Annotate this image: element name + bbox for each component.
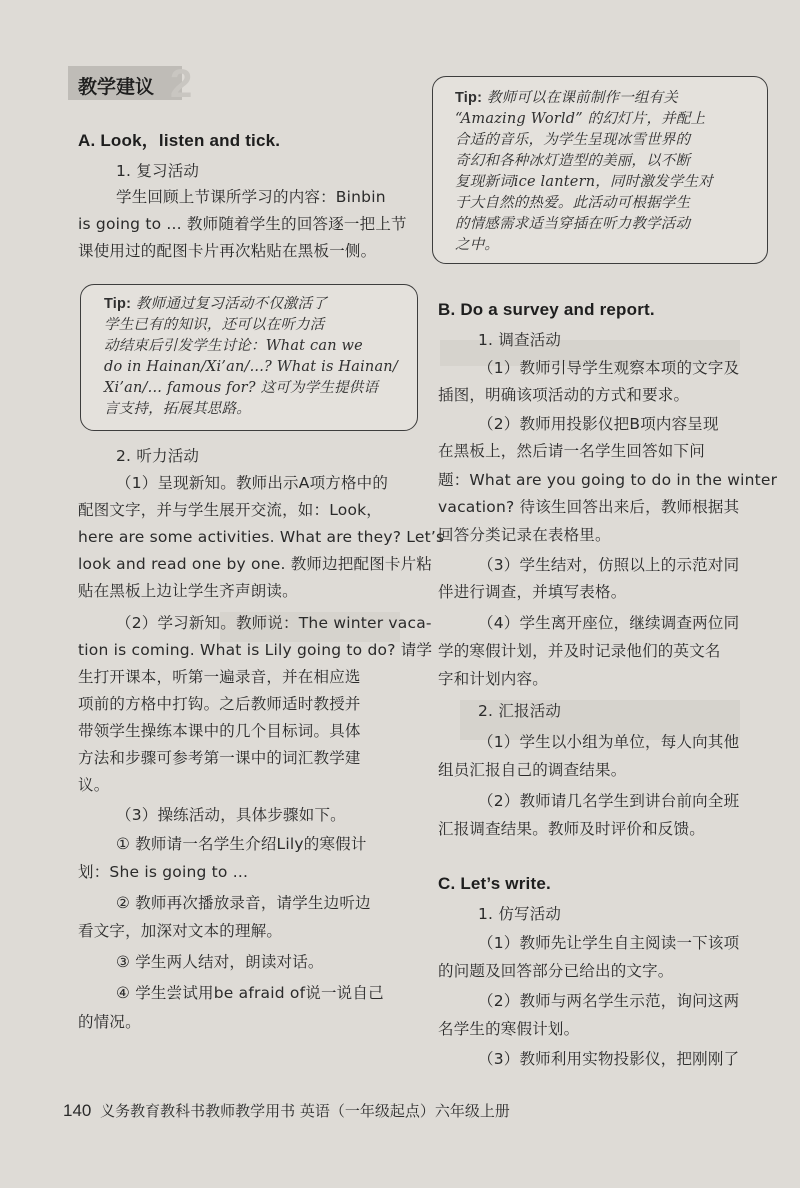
- section-b-heading: B. Do a survey and report.: [438, 300, 655, 319]
- tip-right-line: 奇幻和各种冰灯造型的美丽，以不断: [455, 153, 691, 169]
- body-line: （1）呈现新知。教师出示A项方格中的: [116, 474, 389, 492]
- body-line: 学生回顾上节课所学习的内容：Binbin: [116, 188, 386, 206]
- body-line: 组员汇报自己的调查结果。: [438, 761, 627, 779]
- body-line: （1）学生以小组为单位，每人向其他: [478, 733, 740, 751]
- body-line: 配图文字，并与学生展开交流，如：Look，: [78, 501, 383, 519]
- body-line: 议。: [78, 776, 110, 794]
- body-line: 划：She is going to ...: [78, 863, 249, 881]
- tip-right-line: 合适的音乐，为学生呈现冰雪世界的: [455, 132, 691, 148]
- body-line: 在黑板上，然后请一名学生回答如下问: [438, 442, 705, 460]
- body-line: 字和计划内容。: [438, 670, 548, 688]
- body-line: is going to ... 教师随着学生的回答逐一把上节: [78, 215, 407, 233]
- tip-right-line: “Amazing World” 的幻灯片，并配上: [455, 111, 706, 127]
- tip-left-line: Xi’an/... famous for? 这可为学生提供语: [104, 380, 379, 396]
- body-line: （3）学生结对，仿照以上的示范对同: [478, 556, 740, 574]
- body-line: tion is coming. What is Lily going to do? 请学: [78, 641, 433, 659]
- tip-left-line: 动结束后引发学生讨论：What can we: [104, 338, 363, 354]
- tip-left-line-0: Tip: 教师通过复习活动不仅激活了: [104, 296, 328, 312]
- footer-book-title: 义务教育教科书教师教学用书 英语（一年级起点）六年级上册: [100, 1102, 510, 1120]
- body-line: 生打开课本，听第一遍录音，并在相应选: [78, 668, 361, 686]
- title-badge-number: 2: [170, 62, 193, 106]
- body-line: 名学生的寒假计划。: [438, 1020, 580, 1038]
- body-line: 伴进行调查，并填写表格。: [438, 583, 627, 601]
- body-line: （2）教师用投影仪把B项内容呈现: [478, 415, 719, 433]
- tip-right-line: 复现新词ice lantern，同时激发学生对: [455, 174, 713, 190]
- body-line: 1. 仿写活动: [478, 905, 562, 923]
- tip-right-line-0: Tip: 教师可以在课前制作一组有关: [455, 90, 679, 106]
- body-line: 汇报调查结果。教师及时评价和反馈。: [438, 820, 705, 838]
- body-line: 题：What are you going to do in the winter: [438, 471, 778, 489]
- body-line: （2）学习新知。教师说：The winter vaca-: [116, 614, 432, 632]
- body-line: （2）教师请几名学生到讲台前向全班: [478, 792, 740, 810]
- body-line: 带领学生操练本课中的几个目标词。具体: [78, 722, 361, 740]
- page-title: 教学建议: [78, 76, 155, 98]
- body-line: vacation? 待该生回答出来后，教师根据其: [438, 498, 740, 516]
- body-line: 1. 调查活动: [478, 331, 562, 349]
- body-line: （3）教师利用实物投影仪，把刚刚了: [478, 1050, 740, 1068]
- section-title-badge: [68, 62, 194, 106]
- tip-right-line: 之中。: [455, 237, 500, 253]
- body-line: ③ 学生两人结对，朗读对话。: [116, 953, 324, 971]
- section-c-heading: C. Let’s write.: [438, 874, 551, 893]
- body-line: （4）学生离开座位，继续调查两位同: [478, 614, 740, 632]
- tip-label: Tip:: [104, 296, 132, 312]
- body-line: （3）操练活动，具体步骤如下。: [116, 806, 346, 824]
- body-line: 学的寒假计划，并及时记录他们的英文名: [438, 642, 721, 660]
- body-line: （1）教师先让学生自主阅读一下该项: [478, 934, 740, 952]
- tip-left-line: 学生已有的知识，还可以在听力活: [104, 317, 325, 333]
- body-line: 1. 复习活动: [116, 162, 200, 180]
- body-line: ② 教师再次播放录音，请学生边听边: [116, 894, 371, 912]
- body-line: 课使用过的配图卡片再次粘贴在黑板一侧。: [78, 242, 377, 260]
- body-line: 方法和步骤可参考第一课中的词汇教学建: [78, 749, 361, 767]
- body-line: （2）教师与两名学生示范，询问这两: [478, 992, 740, 1010]
- body-line: 项前的方格中打钩。之后教师适时教授并: [78, 695, 361, 713]
- body-line: look and read one by one. 教师边把配图卡片粘: [78, 555, 433, 573]
- body-line: 看文字，加深对文本的理解。: [78, 922, 283, 940]
- body-line: 2. 听力活动: [116, 447, 200, 465]
- body-line: 插图，明确该项活动的方式和要求。: [438, 386, 690, 404]
- tip-label: Tip:: [455, 90, 483, 106]
- tip-left-line: do in Hainan/Xi’an/...? What is Hainan/: [104, 359, 398, 375]
- body-line: here are some activities. What are they? Let’s: [78, 528, 445, 546]
- page-footer: [63, 1100, 510, 1121]
- body-line: 贴在黑板上边让学生齐声朗读。: [78, 582, 298, 600]
- body-line: 2. 汇报活动: [478, 702, 562, 720]
- tip-right-line: 于大自然的热爱。此活动可根据学生: [455, 195, 691, 211]
- tip-left-line: 言支持，拓展其思路。: [104, 401, 251, 417]
- body-line: （1）教师引导学生观察本项的文字及: [478, 359, 740, 377]
- body-line: 的问题及回答部分已给出的文字。: [438, 962, 674, 980]
- page-number: 140: [63, 1101, 92, 1120]
- tip-right-line: 的情感需求适当穿插在听力教学活动: [455, 216, 691, 232]
- body-line: 回答分类记录在表格里。: [438, 526, 611, 544]
- body-line: ① 教师请一名学生介绍Lily的寒假计: [116, 835, 367, 853]
- section-a-heading: A. Look，listen and tick.: [78, 131, 281, 150]
- body-line: ④ 学生尝试用be afraid of说一说自己: [116, 984, 384, 1002]
- body-line: 的情况。: [78, 1013, 141, 1031]
